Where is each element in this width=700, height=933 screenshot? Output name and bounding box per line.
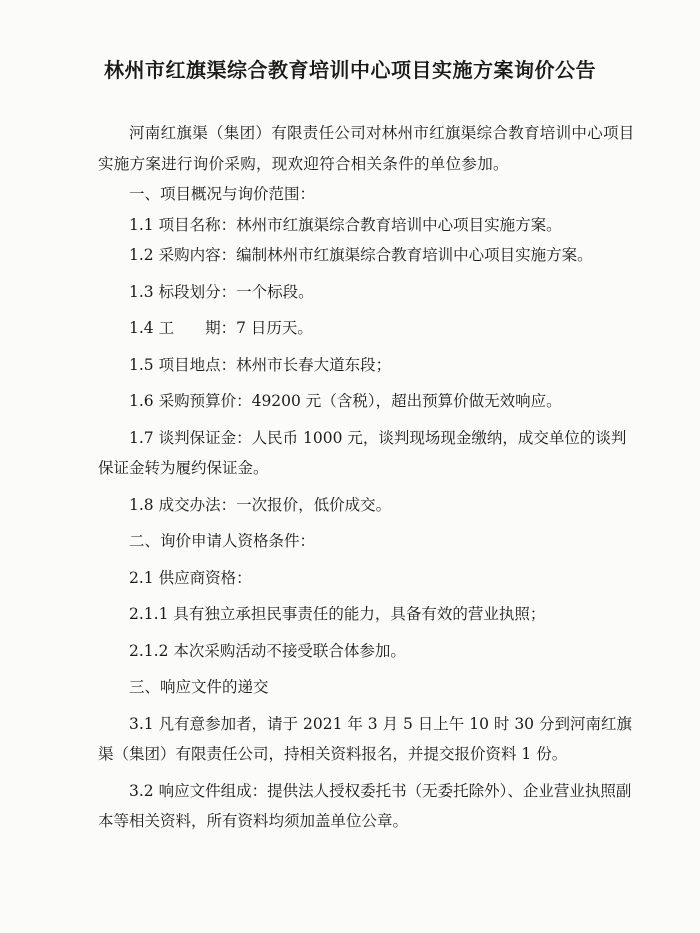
item-2-1: 2.1 供应商资格： bbox=[129, 568, 252, 587]
item-1-5: 1.5 项目地点：林州市长春大道东段； bbox=[129, 355, 392, 374]
item-1-3: 1.3 标段划分：一个标段。 bbox=[129, 282, 314, 301]
document-body bbox=[98, 118, 638, 837]
item-2-1-1: 2.1.1 具有独立承担民事责任的能力，具备有效的营业执照； bbox=[129, 605, 546, 623]
item-3-2: 3.2 响应文件组成：提供法人授权委托书（无委托除外）、企业营业执照副本等相关资料，所有资料均须加盖单位公章。 bbox=[98, 781, 632, 830]
section-heading-3: 三、响应文件的递交 bbox=[129, 678, 269, 696]
item-1-1: 1.1 项目名称：林州市红旗渠综合教育培训中心项目实施方案。 bbox=[129, 215, 562, 234]
item-2-1-2: 2.1.2 本次采购活动不接受联合体参加。 bbox=[129, 641, 406, 660]
section-heading-1: 一、项目概况与询价范围： bbox=[129, 185, 316, 203]
intro-paragraph: 河南红旗渠（集团）有限责任公司对林州市红旗渠综合教育培训中心项目实施方案进行询价采购，现欢迎符合相关条件的单位参加。 bbox=[98, 124, 635, 173]
section-heading-2: 二、询价申请人资格条件： bbox=[129, 532, 316, 550]
item-3-1: 3.1 凡有意参加者，请于 2021 年 3 月 5 日上午 10 时 30 分到河南红旗渠（集团）有限责任公司，持相关资料报名，并提交报价资料 1 份。 bbox=[98, 714, 632, 763]
item-1-2: 1.2 采购内容：编制林州市红旗渠综合教育培训中心项目实施方案。 bbox=[129, 246, 593, 264]
document-title: 林州市红旗渠综合教育培训中心项目实施方案询价公告 bbox=[104, 58, 596, 82]
item-1-7: 1.7 谈判保证金：人民币 1000 元，谈判现场现金缴纳，成交单位的谈判保证金转为履约保证金。 bbox=[98, 428, 627, 477]
item-1-4: 1.4 工 期：7 日历天。 bbox=[129, 319, 313, 337]
item-1-8: 1.8 成交办法：一次报价，低价成交。 bbox=[129, 495, 392, 514]
item-1-6: 1.6 采购预算价：49200 元（含税），超出预算价做无效响应。 bbox=[129, 392, 562, 410]
